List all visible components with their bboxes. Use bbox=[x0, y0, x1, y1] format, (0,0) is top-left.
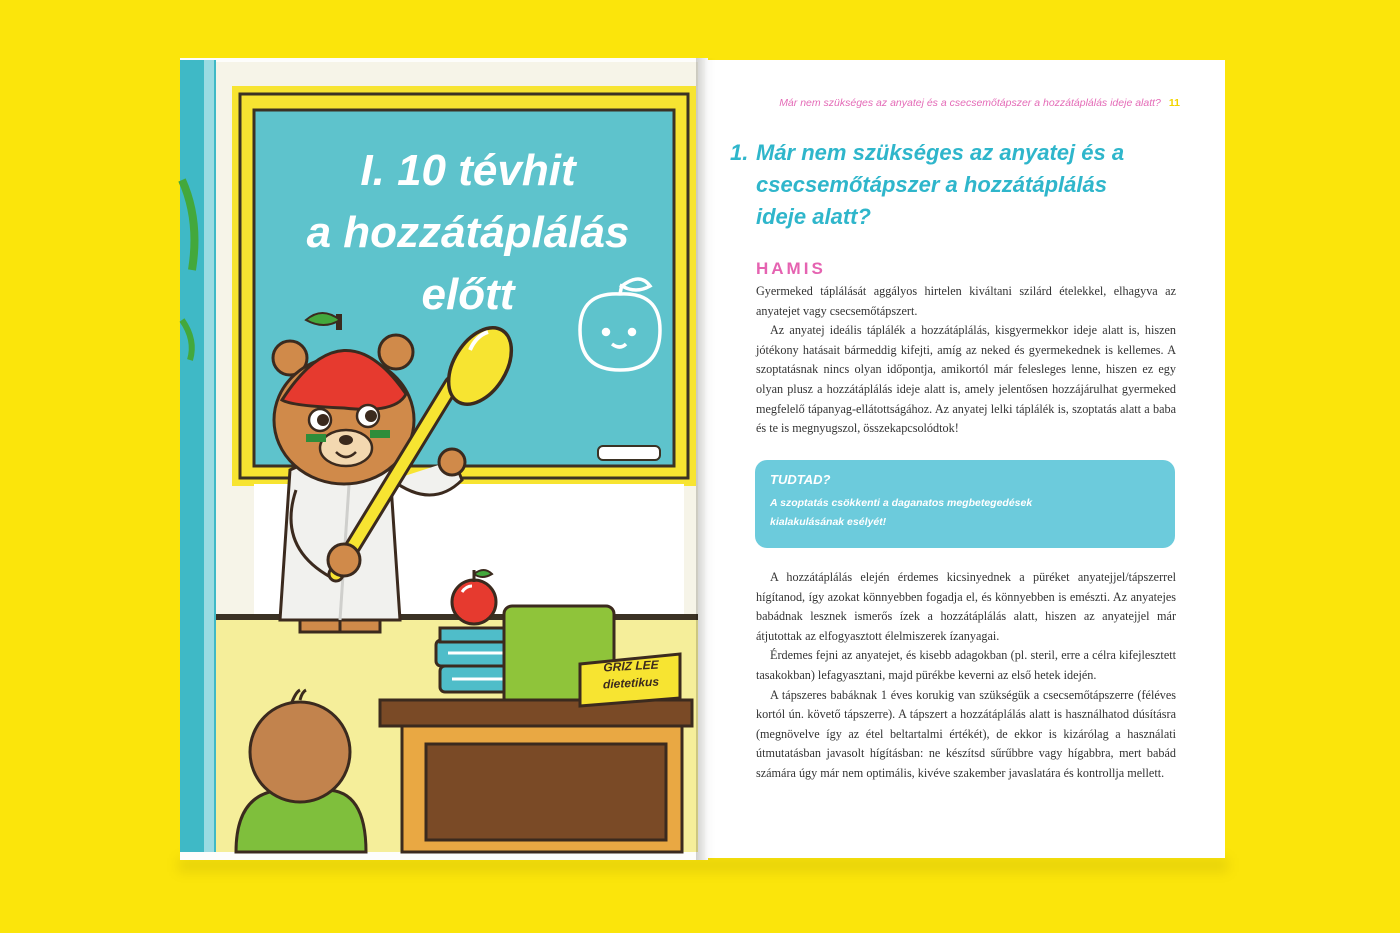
paragraph: Érdemes fejni az anyatejet, és kisebb adagokban (pl. steril, erre a célra kifejlesztett tasakokban) lefagyasztani, majd pürékbe keverni az első hetek idején. bbox=[756, 648, 1176, 682]
chapter-title bbox=[258, 140, 678, 326]
paragraph: Az anyatej ideális táplálék a hozzátáplálás, kisgyermekkor ideje alatt is, hiszen jótékony hatásait bármeddig kifejti, amíg az neked és gyermekednek is kellemes. A szoptatásnak nincs olyan időpontja, amikortól már felesleges lenne, hiszen ez egy olyan plusz a hozzátáplálás ideje alatt is, amely jelentősen hozzájárulhat gyermeked megfelelő tápanyag-ellátottságához. Az anyatej lelki táplálék is, szoptatás alatt a baba és te is megnyugszol, összekapcsolódtok! bbox=[756, 323, 1176, 436]
paragraph: A tápszeres babáknak 1 éves korukig van szükségük a csecsemőtápszerre (féléves kortól ún. követő tápszerre). A tápszert a hozzátáplálás alatt is használhatod dúsításra (megnövelve így az étel beltartalmi értékét), de ekkor is kizárólag a használati útmutatásban javasolt hígításban: ne készítsd sűrűbbre vagy hígabbra, mert babád számára úgy már nem optimális, kivéve szakember javaslatára és kontrollja mellett. bbox=[756, 687, 1176, 780]
tip-heading: TUDTAD? bbox=[770, 472, 831, 487]
question-number: 1. bbox=[730, 140, 749, 165]
name-tag-name: GRÍZ LEE bbox=[603, 657, 659, 675]
page-edge-highlight bbox=[204, 60, 214, 852]
main-text bbox=[756, 568, 1176, 784]
apple bbox=[452, 580, 496, 624]
name-tag bbox=[582, 651, 680, 706]
chapter-title-line: I. 10 tévhit bbox=[360, 146, 576, 195]
running-header-text: Már nem szükséges az anyatej és a csecsemőtápszer a hozzátáplálás ideje alatt? bbox=[779, 97, 1161, 109]
page-number: 11 bbox=[1168, 97, 1180, 109]
teacher-desk bbox=[380, 700, 692, 852]
book-spine bbox=[696, 58, 716, 860]
running-header bbox=[740, 97, 1180, 109]
paragraph: A hozzátáplálás elején érdemes kicsinyednek a püréket anyatejjel/tápszerrel hígítanod, így azokat könnyebben fogadja el, és könnyebben is emészti. Az anyatejes babádnak lesznek ismerős ízek a hozzátáplálás alatt, hiszen az anyatejjel már átjutottak az elfogyasztott élelmiszerek ízanyagai. bbox=[756, 570, 1176, 643]
tip-text: A szoptatás csökkenti a daganatos megbetegedések kialakulásának esélyét! bbox=[770, 497, 1033, 528]
verdict-label: HAMIS bbox=[756, 259, 826, 278]
name-tag-role: dietetikus bbox=[602, 674, 659, 692]
chalk-eraser bbox=[598, 446, 660, 460]
chapter-title-line: előtt bbox=[421, 270, 515, 319]
chapter-title-line: a hozzátáplálás bbox=[306, 208, 630, 257]
paragraph: Gyermeked táplálását aggályos hirtelen kiváltani szilárd ételekkel, elhagyva az anyatejet vagy csecsemőtápszert. bbox=[756, 284, 1176, 318]
intro-text bbox=[756, 282, 1176, 439]
question-text: Már nem szükséges az anyatej és a csecsemőtápszer a hozzátáplálás ideje alatt? bbox=[756, 140, 1125, 229]
